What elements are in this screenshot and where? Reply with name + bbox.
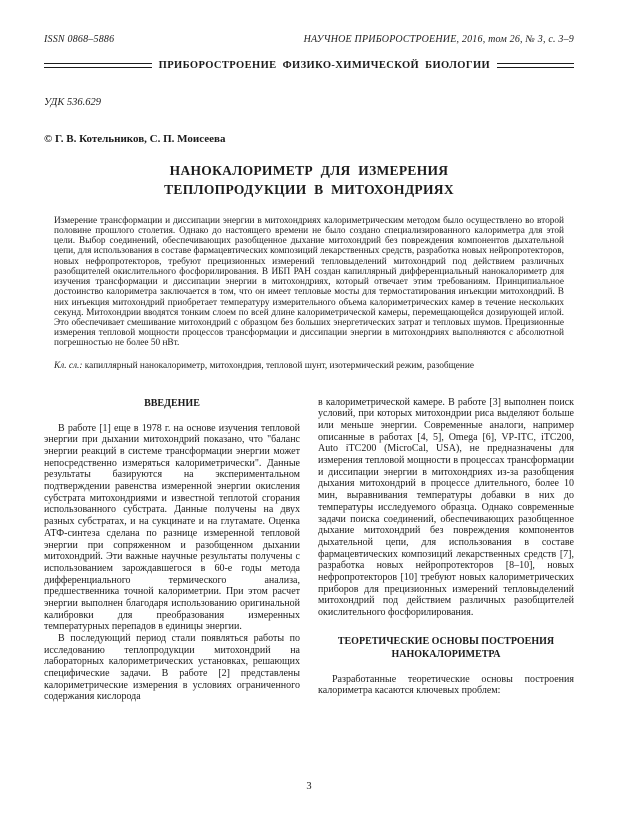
section-banner-title: ПРИБОРОСТРОЕНИЕ ФИЗИКО-ХИМИЧЕСКОЙ БИОЛОГИИ [158, 60, 491, 71]
theory-heading: ТЕОРЕТИЧЕСКИЕ ОСНОВЫ ПОСТРОЕНИЯ НАНОКАЛОРИМЕТРА [337, 635, 555, 660]
left-column [44, 397, 300, 704]
article-title [44, 162, 574, 200]
keywords-label: Кл. сл.: [54, 360, 83, 371]
section-banner [44, 60, 574, 71]
abstract-text: Измерение трансформации и диссипации энергии в митохондриях калориметрическим методом было осуществлено во второй половине прошлого столетия. Однако до настоящего времени не было создано специализированного калориметра для этой цели. Выбор соединений, обеспечивающих разобщенное дыхание митохондрий без повреждения компонентов дыхательной цепи, для использования в составе фармацевтических композиций лекарственных средств, разработка новых нейропротекторов, новых нефропротекторов, требуют прецизионных измерений тепловыделений митохондрий под действием различных разобщителей окислительного фосфорилирования. В ИБП РАН создан капиллярный дифференциальный нанокалориметр для изучения трансформации и диссипации энергии в митохондриях, который отвечает этим требованиям. Принципиальное достоинство калориметра заключается в том, что он имеет тепловые мосты для термостатирования инъекции митохондрий. В них инъекция митохондрий приобретает температуру измерительного объема калориметрических камер в течение нескольких секунд. Митохондрии вводятся тонким слоем по всей длине калориметрической камеры, перемещающейся дозирующей иглой. Это обеспечивает смешивание митохондрий с образцом без больших энергетических затрат и тепловых шумов. Прецизионные измерения тепловой мощности процессов трансформации и диссипации энергии в митохондриях выполняются с абсолютной погрешностью не более 50 нВт. [54, 215, 564, 349]
journal-reference: НАУЧНОЕ ПРИБОРОСТРОЕНИЕ, 2016, том 26, № 3, с. 3–9 [303, 34, 574, 45]
page-number: 3 [306, 781, 312, 792]
intro-paragraph-2: В последующий период стали появляться работы по исследованию теплопродукции митохондрий на лабораторных калориметрических установках, решающих специфические задачи. В работе [2] представлены калориметрические измерения в условиях ограниченного содержания кислорода [44, 633, 300, 703]
right-column [318, 397, 574, 704]
copyright-icon: © [44, 133, 53, 145]
keywords-line [44, 361, 574, 371]
keywords-text: капиллярный нанокалориметр, митохондрия, тепловой шунт, изотермический режим, разобщение [82, 360, 474, 371]
two-column-body [44, 397, 574, 704]
journal-header [44, 34, 574, 45]
article-title-line2: ТЕПЛОПРОДУКЦИИ В МИТОХОНДРИЯХ [164, 181, 454, 197]
double-rule-right [497, 63, 574, 68]
double-rule-left [44, 63, 152, 68]
authors-names: Г. В. Котельников, С. П. Моисеева [54, 133, 226, 145]
article-title-line1: НАНОКАЛОРИМЕТР ДЛЯ ИЗМЕРЕНИЯ [169, 163, 449, 178]
theory-paragraph: Разработанные теоретические основы построения калориметра касаются ключевых проблем: [318, 673, 574, 697]
intro-paragraph-continuation: в калориметрической камере. В работе [3] выполнен поиск условий, при которых митохондрии риса выделяют больше или меньше энергии. Современные аналоги, например описанные в работах [4, 5], Omega [6], VP-ITC, iTC200, Auto iTC200 (MicroCal, USA), не предназначены для измерения тепловой мощности в процессах трансформации и диссипации энергии в митохондриях из-за разобщения дыхания митохондрий в процессе длительного, более 10 мин, выравнивания температуры добавки в них до температуры исследуемого образца. Однако современные задачи поиска соединений, обеспечивающих разобщенное дыхание митохондрий без повреждения компонентов дыхательной цепи, для использования в составе фармацевтических композиций лекарственных средств [7], разработка новых нейропротекторов [8–10], новых нефропротекторов [10] требуют новых калориметрических приборов для прецизионных измерений тепловыделений митохондрий под действием различных разобщителей окислительного фосфорилирования. [318, 396, 574, 618]
issn-label: ISSN 0868–5886 [44, 34, 115, 45]
authors-line [44, 133, 574, 145]
intro-paragraph-1: В работе [1] еще в 1978 г. на основе изучения тепловой энергии при дыхании митохондрий показано, что "баланс энергии реакций в системе трансформации энергии может непосредственно измеряться калориметрически". Данные результаты базируются на экспериментальном подтверждении равенства измеренной энергии окисления субстрата митохондриями и известной теплотой сгорания использованного субстрата. Данные получены на двух разных субстратах, и на сукцинате и на глутамате. Оценка АТФ-синтеза сделана по разнице измеренной тепловой энергии при сопряженном и разобщенном дыхании митохондрий. Эти важные научные результаты получены с использованием зарождавшегося в 60-е годы метода дифференциального термического анализа, предшественника точной калориметрии. При этом расчет энергии выполнен благодаря использованию оригинальной калибровки для преобразования измеренных температурных перепадов в единицы энергии. [44, 422, 300, 633]
intro-heading: ВВЕДЕНИЕ [144, 397, 200, 409]
udk-code: УДК 536.629 [44, 97, 102, 108]
